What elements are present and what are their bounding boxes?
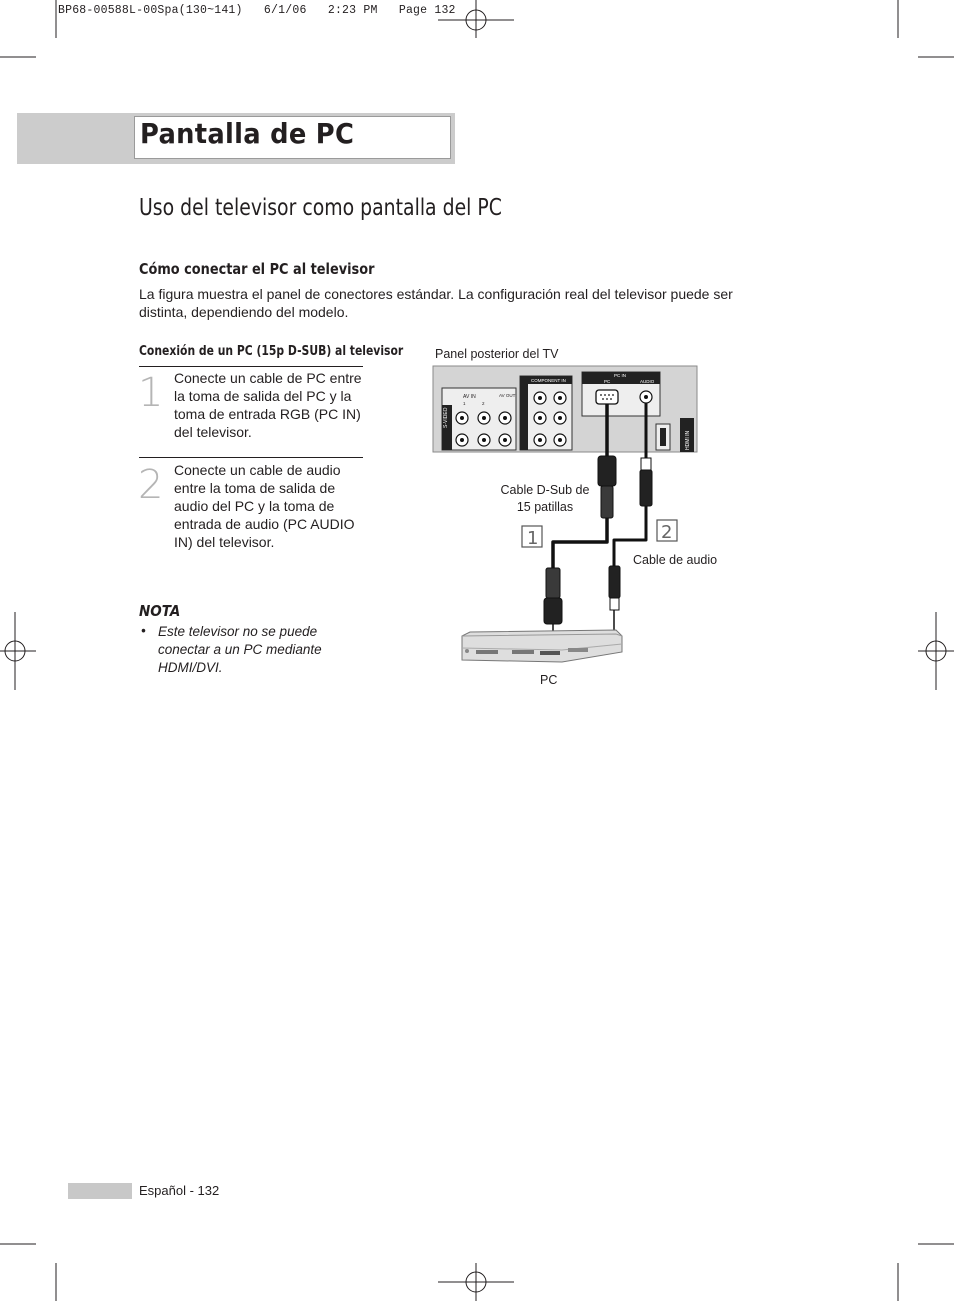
step-1-text: Conecte un cable de PC entre la toma de salida del PC y la toma de entrada RGB (PC IN) del televisor. bbox=[174, 370, 362, 440]
panel-label-ch2: 2 bbox=[482, 401, 485, 406]
audio-cable-label: Cable de audio bbox=[633, 553, 718, 567]
print-header: BP68-00588L-00Spa(130~141) 6/1/06 2:23 PM Page 132 bbox=[58, 4, 456, 17]
intro-paragraph: La figura muestra el panel de conectores estándar. La configuración real del televisor puede ser distinta, dependiendo del modelo. bbox=[139, 286, 733, 320]
panel-label-audio: AUDIO bbox=[640, 379, 655, 384]
badge-1 bbox=[522, 526, 542, 549]
panel-label-av-in: AV IN bbox=[463, 394, 476, 400]
subheading: Cómo conectar el PC al televisor bbox=[139, 260, 375, 278]
step-1-rule bbox=[139, 366, 363, 367]
dsub-connector-pc bbox=[544, 568, 562, 624]
badge-2 bbox=[657, 520, 677, 543]
connection-diagram bbox=[430, 340, 710, 670]
note-bullet: • bbox=[141, 623, 146, 638]
step-2-number: 2 bbox=[138, 462, 164, 508]
dsub-cable-label: Cable D-Sub de 15 patillas bbox=[500, 483, 590, 514]
panel-label-component-in: COMPONENT IN bbox=[531, 378, 566, 383]
badge-1-text: 1 bbox=[527, 528, 539, 549]
page-title: Pantalla de PC bbox=[140, 117, 355, 150]
note-title: NOTA bbox=[139, 602, 181, 620]
panel-label-hdmi-in: HDMI IN bbox=[685, 430, 691, 450]
panel-label-ch1: 1 bbox=[463, 401, 466, 406]
connection-heading: Conexión de un PC (15p D-SUB) al televisor bbox=[139, 343, 404, 359]
step-1-number: 1 bbox=[138, 370, 164, 416]
panel-label-pc-in: PC IN bbox=[614, 373, 627, 378]
tv-panel-label: Panel posterior del TV bbox=[435, 347, 559, 361]
pc-unit bbox=[462, 630, 622, 662]
tv-back-panel bbox=[433, 366, 697, 452]
footer-page-number: Español - 132 bbox=[139, 1183, 220, 1198]
panel-label-s-video: S-VIDEO bbox=[443, 407, 449, 428]
note-text: Este televisor no se puede conectar a un PC mediante HDMI/DVI. bbox=[158, 624, 322, 675]
step-2-text: Conecte un cable de audio entre la toma de salida de audio del PC y la toma de entrada de audio (PC AUDIO IN) del televisor. bbox=[174, 462, 355, 550]
audio-plug-pc bbox=[609, 566, 620, 610]
footer-bar bbox=[68, 1183, 132, 1199]
pc-label: PC bbox=[540, 673, 558, 687]
dsub-connector-tv bbox=[598, 456, 616, 518]
panel-label-av-out: AV OUT bbox=[499, 393, 516, 398]
badge-2-text: 2 bbox=[661, 522, 673, 543]
panel-label-pc: PC bbox=[604, 379, 611, 384]
section-title: Uso del televisor como pantalla del PC bbox=[139, 195, 502, 221]
step-2-rule bbox=[139, 457, 363, 458]
audio-plug-tv bbox=[640, 458, 652, 506]
